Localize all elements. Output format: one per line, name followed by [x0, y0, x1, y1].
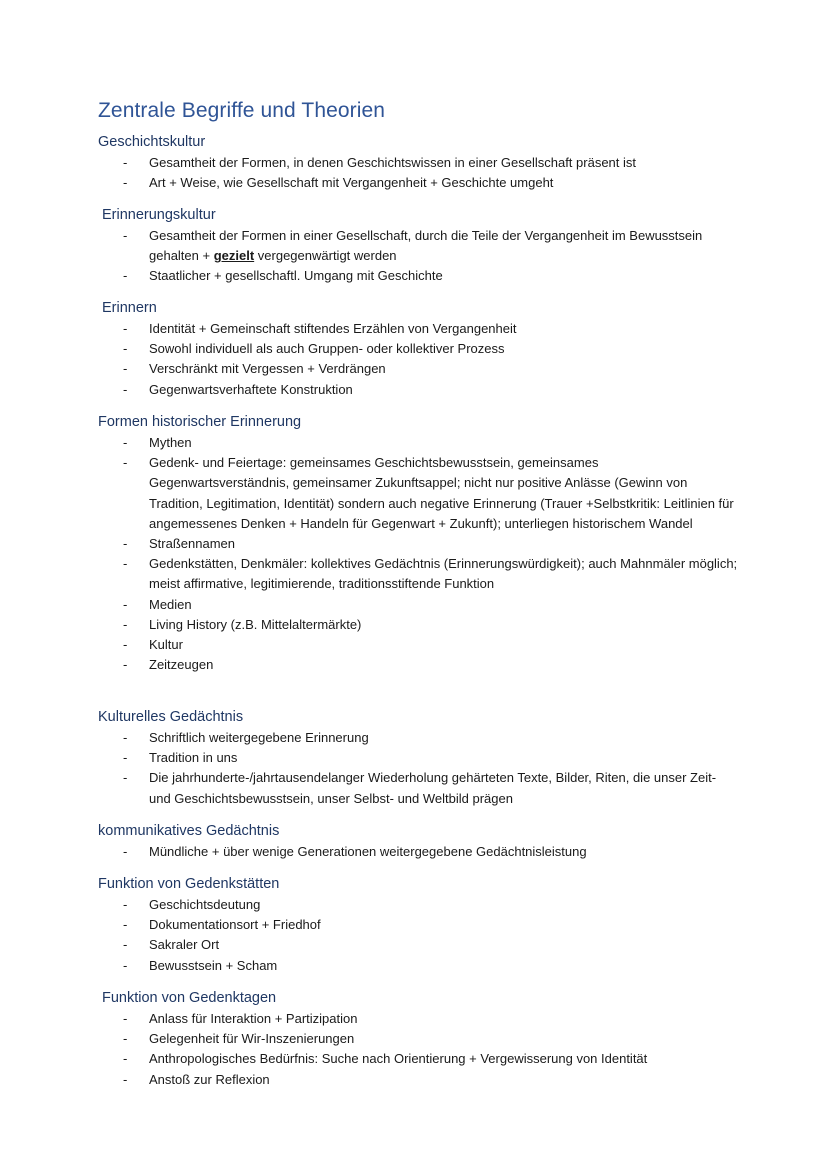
section-heading: Funktion von Gedenktagen: [102, 990, 277, 1006]
list-item-text: Schriftlich weitergegebene Erinnerung: [149, 730, 369, 745]
bullet-list: [98, 728, 738, 809]
section-heading: Formen historischer Erinnerung: [98, 414, 302, 430]
emphasized-word: gezielt: [213, 248, 255, 264]
dash-bullet-icon: -: [123, 596, 128, 612]
section: [102, 205, 742, 287]
text-segment: Gesamtheit der Formen in einer Gesellschaft, durch die Teile der Vergangenheit im Bewusstsein gehalten +: [149, 228, 703, 264]
section-heading: Erinnern: [102, 300, 157, 316]
list-item: [98, 728, 738, 748]
section-heading: Geschichtskultur: [98, 134, 206, 150]
section: [98, 412, 738, 675]
list-item: [98, 935, 738, 955]
list-item-text: Identität + Gemeinschaft stiftendes Erzählen von Vergangenheit: [149, 321, 517, 336]
list-item: [98, 895, 738, 915]
list-item-text: Verschränkt mit Vergessen + Verdrängen: [149, 361, 386, 377]
list-item-text: Mythen: [149, 435, 192, 450]
bullet-list: [102, 1009, 742, 1090]
dash-bullet-icon: -: [123, 155, 128, 170]
list-item-text: Die jahrhunderte-/jahrtausendelanger Wiederholung gehärteten Texte, Bilder, Riten, die unser Zeit- und Geschichtsbewusstsein, unser Selbst- und Weltbild prägen: [149, 770, 717, 806]
list-item: [98, 748, 738, 768]
list-item: [98, 554, 738, 594]
list-item-text: Anstoß zur Reflexion: [149, 1071, 270, 1087]
list-item: [102, 1009, 742, 1029]
list-item: [102, 380, 742, 400]
list-item-text: Kultur: [149, 637, 183, 653]
list-item: [98, 595, 738, 615]
dash-bullet-icon: -: [123, 637, 128, 653]
list-item-text: Straßennamen: [149, 536, 235, 552]
dash-bullet-icon: -: [123, 381, 128, 397]
list-item: [102, 226, 742, 266]
section: [98, 874, 738, 976]
list-item-text: [149, 226, 739, 266]
dash-bullet-icon: -: [123, 455, 128, 471]
dash-bullet-icon: -: [123, 750, 128, 766]
bullet-list: [98, 433, 738, 675]
dash-bullet-icon: -: [123, 657, 128, 673]
dash-bullet-icon: -: [123, 917, 128, 933]
list-item: [98, 153, 738, 173]
list-item: [102, 1029, 742, 1049]
bullet-list: [98, 895, 738, 976]
list-item: [98, 635, 738, 655]
dash-bullet-icon: -: [123, 730, 128, 745]
list-item: [98, 534, 738, 554]
dash-bullet-icon: -: [123, 1071, 128, 1087]
list-item-text: Gedenk- und Feiertage: gemeinsames Geschichtsbewusstsein, gemeinsames Gegenwartsverständnis, gemeinsamer Zukunftsappel; nicht nur positive Anlässe (Gewinn von Tradition, Legitimation, Identität) sondern auch negative Erinnerung (Trauer +Selbstkritik: Leitlinien für angemessenes Denken + Handeln für Gegenwart + Zukunft); unterliegen historischem Wandel: [149, 455, 734, 531]
bullet-list: [102, 319, 742, 400]
dash-bullet-icon: -: [123, 175, 128, 191]
list-item-text: Sakraler Ort: [149, 937, 220, 953]
list-item: [102, 1049, 742, 1069]
dash-bullet-icon: -: [123, 844, 128, 859]
section-heading: Kulturelles Gedächtnis: [98, 709, 244, 725]
section: [98, 821, 738, 862]
list-item-text: Living History (z.B. Mittelaltermärkte): [149, 616, 362, 632]
page-title: Zentrale Begriffe und Theorien: [98, 99, 386, 122]
dash-bullet-icon: -: [123, 1011, 128, 1026]
dash-bullet-icon: -: [123, 897, 128, 912]
list-item-text: Staatlicher + gesellschaftl. Umgang mit Geschichte: [149, 268, 443, 284]
section-heading: kommunikatives Gedächtnis: [98, 823, 280, 839]
section: [102, 298, 742, 400]
dash-bullet-icon: -: [123, 556, 128, 572]
list-item: [102, 1070, 742, 1090]
list-item-text: Geschichtsdeutung: [149, 897, 261, 912]
list-item: [102, 359, 742, 379]
dash-bullet-icon: -: [123, 268, 128, 284]
list-item-text: Anlass für Interaktion + Partizipation: [149, 1011, 358, 1026]
list-item-text: Dokumentationsort + Friedhof: [149, 917, 321, 933]
dash-bullet-icon: -: [123, 321, 128, 336]
list-item-text: Art + Weise, wie Gesellschaft mit Vergangenheit + Geschichte umgeht: [149, 175, 554, 191]
list-item: [98, 842, 738, 862]
list-item-text: Mündliche + über wenige Generationen weitergegebene Gedächtnisleistung: [149, 844, 587, 859]
list-item: [102, 339, 742, 359]
bullet-list: [98, 842, 738, 862]
list-item: [102, 266, 742, 286]
list-item: [102, 319, 742, 339]
dash-bullet-icon: -: [123, 1051, 128, 1067]
list-item-text: Gelegenheit für Wir-Inszenierungen: [149, 1031, 355, 1047]
dash-bullet-icon: -: [123, 341, 128, 357]
list-item: [98, 615, 738, 635]
list-item: [98, 915, 738, 935]
dash-bullet-icon: -: [123, 616, 128, 632]
list-item-text: Medien: [149, 596, 192, 612]
list-item-text: Gesamtheit der Formen, in denen Geschichtswissen in einer Gesellschaft präsent ist: [149, 155, 637, 170]
list-item-text: Zeitzeugen: [149, 657, 214, 673]
bullet-list: [98, 153, 738, 193]
list-item: [98, 173, 738, 193]
bullet-list: [102, 226, 742, 287]
section-heading: Funktion von Gedenkstätten: [98, 876, 280, 892]
dash-bullet-icon: -: [123, 1031, 128, 1047]
list-item: [98, 956, 738, 976]
list-item-text: Gedenkstätten, Denkmäler: kollektives Gedächtnis (Erinnerungswürdigkeit); auch Mahnmäler möglich; meist affirmative, legitimierende, traditionsstiftende Funktion: [149, 556, 738, 592]
list-item-text: Gegenwartsverhaftete Konstruktion: [149, 381, 353, 397]
list-item: [98, 768, 738, 808]
list-item-text: Bewusstsein + Scham: [149, 957, 278, 973]
list-item-text: Anthropologisches Bedürfnis: Suche nach Orientierung + Vergewisserung von Identität: [149, 1051, 648, 1067]
dash-bullet-icon: -: [123, 957, 128, 973]
section: [98, 707, 738, 809]
dash-bullet-icon: -: [123, 770, 128, 786]
text-segment: vergegenwärtigt werden: [254, 248, 397, 264]
section: [102, 988, 742, 1090]
section-heading: Erinnerungskultur: [102, 207, 216, 223]
section: [98, 132, 738, 193]
list-item: [98, 453, 738, 534]
list-item-text: Sowohl individuell als auch Gruppen- oder kollektiver Prozess: [149, 341, 505, 357]
list-item-text: Tradition in uns: [149, 750, 238, 766]
list-item: [98, 655, 738, 675]
list-item: [98, 433, 738, 453]
dash-bullet-icon: -: [123, 361, 128, 377]
dash-bullet-icon: -: [123, 228, 128, 243]
dash-bullet-icon: -: [123, 937, 128, 953]
dash-bullet-icon: -: [123, 435, 128, 450]
dash-bullet-icon: -: [123, 536, 128, 552]
